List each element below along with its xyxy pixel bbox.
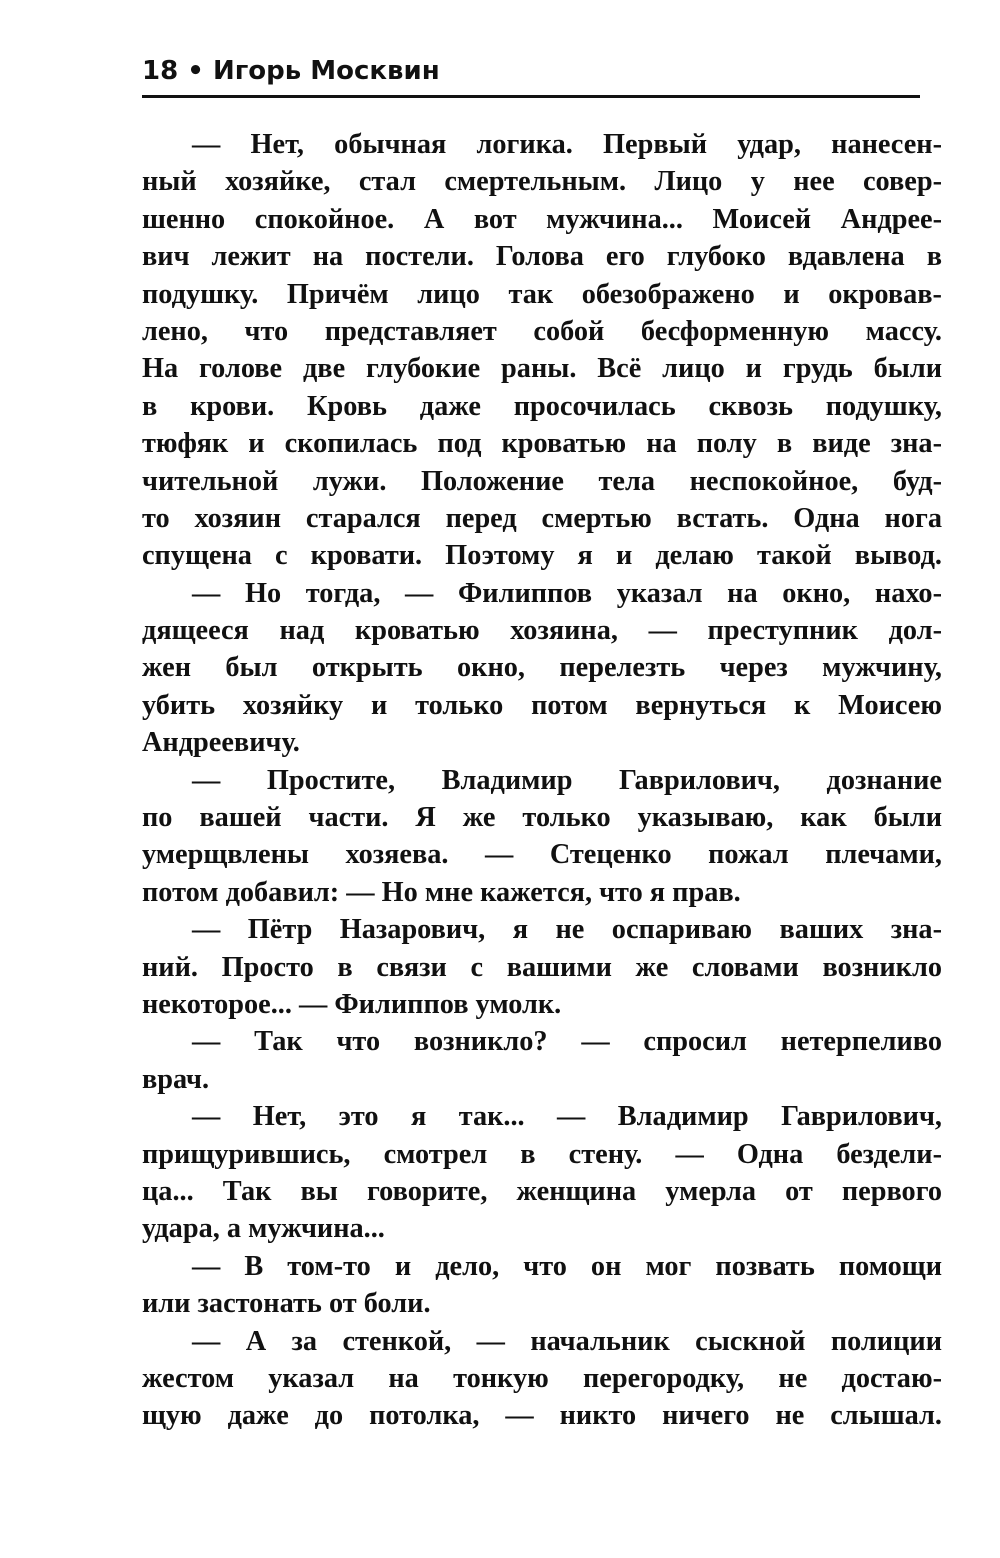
header-text [142, 54, 440, 88]
text-line: удара, а мужчина... [142, 1213, 385, 1245]
text-line: — В том-то и дело, что он мог позвать помощи [192, 1250, 942, 1282]
text-line: прищурившись, смотрел в стену. — Одна бездели- [142, 1138, 942, 1170]
text-line: ный хозяйке, стал смертельным. Лицо у нее совер- [142, 166, 942, 198]
text-line: щую даже до потолка, — никто ничего не слышал. [142, 1400, 942, 1432]
text-line: вич лежит на постели. Голова его глубоко вдавлена в [142, 241, 942, 273]
text-line: спущена с кровати. Поэтому я и делаю такой вывод. [142, 540, 942, 572]
text-line: умерщвлены хозяева. — Стеценко пожал плечами, [142, 839, 942, 871]
text-line: Андреевичу. [142, 727, 300, 759]
text-line: — Пётр Назарович, я не оспариваю ваших зна- [192, 914, 942, 946]
text-line: — Нет, обычная логика. Первый удар, нанесен- [192, 129, 942, 160]
text-line: то хозяин старался перед смертью встать. Одна нога [142, 502, 942, 534]
page-number: 18 [142, 56, 179, 86]
text-line: по вашей части. Я же только указываю, как были [142, 802, 942, 834]
text-line: лено, что представляет собой бесформенную массу. [142, 315, 942, 347]
text-line: врач. [142, 1063, 210, 1095]
text-line: подушку. Причём лицо так обезображено и окровав- [142, 278, 942, 310]
author-name: Игорь Москвин [212, 56, 440, 86]
text-line: — А за стенкой, — начальник сыскной полиции [192, 1325, 942, 1357]
text-line: — Но тогда, — Филиппов указал на окно, нахо- [192, 577, 942, 609]
running-header [142, 54, 920, 98]
text-line: жен был открыть окно, перелезть через мужчину, [142, 652, 942, 684]
text-line: или застонать от боли. [142, 1288, 431, 1320]
header-separator: • [187, 56, 204, 86]
text-line: потом добавил: — Но мне кажется, что я прав. [142, 876, 741, 908]
text-line: дящееся над кроватью хозяина, — преступник дол- [142, 615, 942, 647]
text-line: шенно спокойное. А вот мужчина... Моисей Андрее- [142, 203, 942, 235]
body-text [142, 126, 942, 1435]
text-line: — Простите, Владимир Гаврилович, дознание [192, 764, 942, 796]
text-line: тюфяк и скопилась под кроватью на полу в виде зна- [142, 428, 942, 460]
text-line: — Так что возникло? — спросил нетерпеливо [192, 1026, 942, 1058]
text-line: ца... Так вы говорите, женщина умерла от первого [142, 1175, 942, 1207]
text-line: некоторое... — Филиппов умолк. [142, 988, 562, 1020]
text-line: жестом указал на тонкую перегородку, не достаю- [142, 1362, 942, 1394]
text-line: убить хозяйку и только потом вернуться к Моисею [142, 689, 942, 721]
text-line: чительной лужи. Положение тела неспокойное, буд- [142, 465, 942, 497]
text-line: ний. Просто в связи с вашими же словами возникло [142, 951, 942, 983]
text-line: в крови. Кровь даже просочилась сквозь подушку, [142, 390, 942, 422]
text-line: На голове две глубокие раны. Всё лицо и грудь были [142, 353, 942, 385]
text-line: — Нет, это я так... — Владимир Гаврилович, [192, 1101, 942, 1133]
